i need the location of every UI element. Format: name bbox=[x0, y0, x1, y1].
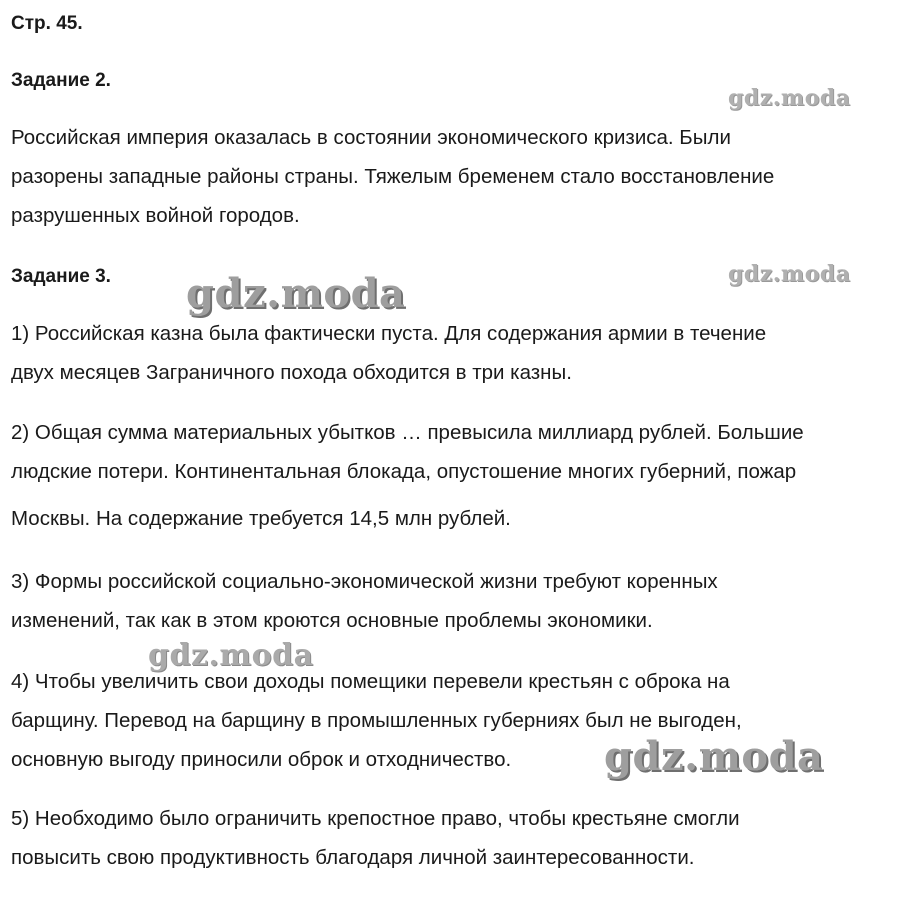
text-line: повысить свою продуктивность благодаря личной заинтересованности. bbox=[11, 846, 695, 869]
page-label: Стр. 45. bbox=[11, 13, 83, 34]
watermark: gdz.moda bbox=[148, 638, 314, 673]
text-line: Российская империя оказалась в состоянии экономического кризиса. Были bbox=[11, 126, 731, 149]
text-line: 4) Чтобы увеличить свои доходы помещики перевели крестьян с оброка на bbox=[11, 670, 730, 693]
task-3-item-3 bbox=[11, 562, 901, 640]
text-line: 3) Формы российской социально-экономической жизни требуют коренных bbox=[11, 570, 718, 593]
text-line: основную выгоду приносили оброк и отходничество. bbox=[11, 748, 512, 771]
text-line: разрушенных войной городов. bbox=[11, 204, 300, 227]
text-line: Москвы. На содержание требуется 14,5 млн рублей. bbox=[11, 507, 511, 530]
text-line: разорены западные районы страны. Тяжелым бременем стало восстановление bbox=[11, 165, 775, 188]
text-line: 5) Необходимо было ограничить крепостное право, чтобы крестьяне смогли bbox=[11, 807, 740, 830]
task-3-item-1 bbox=[11, 314, 901, 392]
text-line: людские потери. Континентальная блокада, опустошение многих губерний, пожар bbox=[11, 460, 797, 483]
task-3-item-2 bbox=[11, 413, 901, 538]
task-3-item-5 bbox=[11, 799, 901, 877]
text-line: барщину. Перевод на барщину в промышленных губерниях был не выгоден, bbox=[11, 709, 742, 732]
task-2-text bbox=[11, 118, 901, 235]
watermark: gdz.moda bbox=[186, 270, 406, 317]
watermark: gdz.moda bbox=[728, 85, 851, 111]
text-line: 1) Российская казна была фактически пуста. Для содержания армии в течение bbox=[11, 322, 767, 345]
watermark: gdz.moda bbox=[604, 733, 824, 780]
watermark: gdz.moda bbox=[728, 261, 851, 287]
task-3-item-4 bbox=[11, 662, 901, 779]
text-line: 2) Общая сумма материальных убытков … превысила миллиард рублей. Большие bbox=[11, 421, 804, 444]
task-2-title: Задание 2. bbox=[11, 70, 111, 91]
text-line: изменений, так как в этом кроются основные проблемы экономики. bbox=[11, 609, 653, 632]
task-3-title: Задание 3. bbox=[11, 266, 111, 287]
text-line: двух месяцев Заграничного похода обходится в три казны. bbox=[11, 361, 572, 384]
